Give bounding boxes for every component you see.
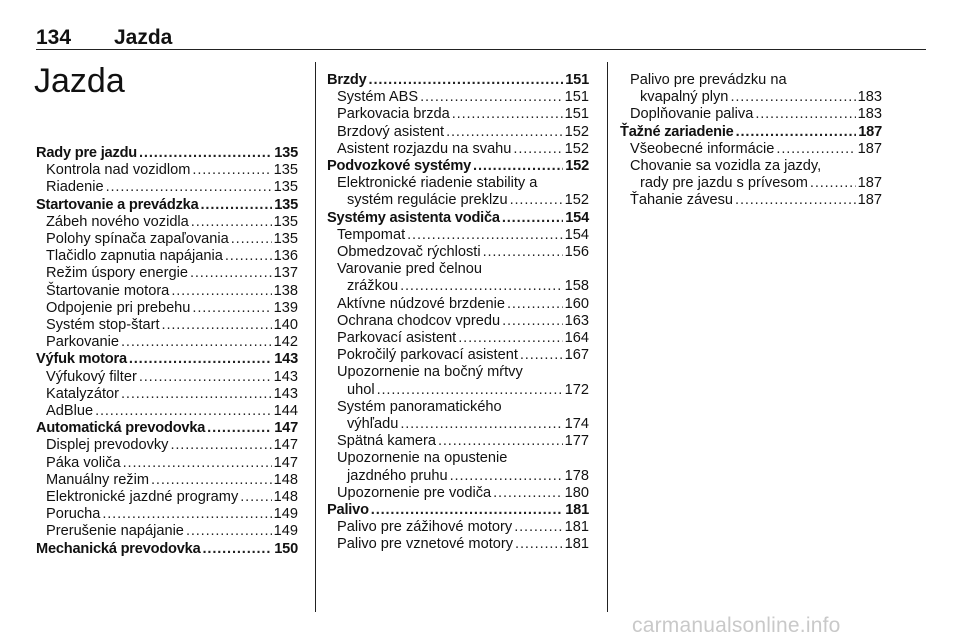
- page-ref: 151: [565, 72, 589, 88]
- entry-title: Polohy spínača zapaľovania: [46, 231, 229, 248]
- dot-leader: [225, 248, 272, 265]
- page-ref: 156: [564, 244, 589, 261]
- dot-leader: [755, 106, 855, 123]
- entry-title: Asistent rozjazdu na svahu: [337, 140, 512, 157]
- toc-entry[interactable]: [36, 248, 298, 265]
- dot-leader: [420, 89, 563, 106]
- entry-title: Ťahanie závesu: [630, 192, 734, 209]
- page-ref: 152: [564, 140, 589, 157]
- toc-entry[interactable]: [327, 296, 589, 313]
- toc-entry[interactable]: [620, 175, 882, 192]
- entry-title: Startovanie a prevádzka: [36, 196, 199, 213]
- watermark: carmanualsonline.info: [632, 614, 841, 637]
- dot-leader: [139, 369, 272, 386]
- entry-title: Elektronické jazdné programy: [46, 489, 239, 506]
- page-ref: 154: [565, 209, 589, 226]
- entry-title-line: Upozornenie na opustenie: [337, 450, 508, 467]
- dot-leader: [369, 72, 564, 89]
- entry-title: Všeobecné informácie: [630, 140, 775, 157]
- dot-leader: [400, 416, 562, 433]
- toc-section-entry[interactable]: [327, 210, 589, 227]
- entry-title: Katalyzátor: [46, 385, 120, 402]
- entry-title: Systém ABS: [337, 89, 419, 106]
- dot-leader: [207, 420, 272, 437]
- entry-title: Upozornenie pre vodiča: [337, 484, 492, 501]
- dot-leader: [139, 145, 272, 162]
- dot-leader: [502, 210, 563, 227]
- page-ref: 136: [273, 248, 298, 265]
- toc-section-entry[interactable]: [327, 158, 589, 175]
- dot-leader: [736, 124, 857, 141]
- toc-entry[interactable]: [327, 485, 589, 502]
- entry-title-line: Palivo pre prevádzku na: [630, 72, 787, 88]
- toc-entry[interactable]: [327, 124, 589, 141]
- toc-entry[interactable]: [36, 283, 298, 300]
- dot-leader: [121, 334, 272, 351]
- page-ref: 187: [858, 123, 882, 140]
- dot-leader: [473, 158, 563, 175]
- page-ref: 143: [273, 368, 298, 385]
- page-ref: 177: [564, 433, 589, 450]
- dot-leader: [493, 485, 563, 502]
- page-ref: 138: [273, 282, 298, 299]
- page-ref: 151: [564, 106, 589, 123]
- entry-title: Odpojenie pri prebehu: [46, 299, 191, 316]
- dot-leader: [513, 141, 562, 158]
- toc-entry[interactable]: [36, 523, 298, 540]
- entry-title: kvapalný plyn: [640, 89, 729, 106]
- toc-entry[interactable]: [327, 347, 589, 364]
- page-ref: 152: [565, 158, 589, 175]
- dot-leader: [446, 124, 563, 141]
- toc-entry[interactable]: [327, 433, 589, 450]
- toc-entry[interactable]: [36, 506, 298, 523]
- entry-title: Brzdy: [327, 72, 367, 88]
- toc-entry[interactable]: [327, 227, 589, 244]
- entry-title: Kontrola nad vozidlom: [46, 162, 191, 179]
- toc-section-entry[interactable]: [327, 72, 589, 89]
- dot-leader: [190, 265, 272, 282]
- toc-entry[interactable]: [36, 455, 298, 472]
- page-ref: 150: [274, 540, 298, 557]
- entry-title: uhol: [347, 381, 375, 398]
- entry-title-line: Chovanie sa vozidla za jazdy,: [630, 158, 822, 175]
- dot-leader: [129, 351, 272, 368]
- entry-title: zrážkou: [347, 278, 399, 295]
- entry-title: Porucha: [46, 506, 101, 523]
- toc-entry[interactable]: [327, 89, 589, 106]
- entry-title: rady pre jazdu s prívesom: [640, 175, 808, 192]
- page-ref: 181: [564, 536, 589, 553]
- toc-entry[interactable]: [36, 472, 298, 489]
- page-ref: 144: [273, 403, 298, 420]
- entry-title: Palivo pre vznetové motory: [337, 536, 514, 553]
- page-ref: 143: [273, 385, 298, 402]
- page-ref: 183: [857, 106, 882, 123]
- dot-leader: [407, 227, 563, 244]
- column-divider: [607, 62, 608, 612]
- page-ref: 149: [273, 523, 298, 540]
- page-ref: 180: [564, 484, 589, 501]
- toc-entry[interactable]: [327, 330, 589, 347]
- entry-title: Riadenie: [46, 179, 104, 196]
- toc-entry[interactable]: [327, 244, 589, 261]
- entry-title: výhľadu: [347, 416, 399, 433]
- page-ref: 181: [565, 502, 589, 519]
- page-ref: 147: [273, 454, 298, 471]
- toc-section-entry[interactable]: [36, 541, 298, 558]
- entry-title: Manuálny režim: [46, 471, 150, 488]
- toc-entry[interactable]: [327, 192, 589, 209]
- dot-leader: [520, 347, 563, 364]
- page-ref: 135: [273, 213, 298, 230]
- page-ref: 135: [274, 196, 298, 213]
- toc-column-1: [36, 145, 298, 558]
- toc-entry[interactable]: [36, 300, 298, 317]
- dot-leader: [121, 386, 272, 403]
- dot-leader: [201, 197, 273, 214]
- entry-title: Systémy asistenta vodiča: [327, 209, 500, 226]
- toc-section-entry[interactable]: [36, 197, 298, 214]
- entry-title: Ťažné zariadenie: [620, 123, 734, 140]
- page-ref: 140: [273, 317, 298, 334]
- entry-title: Palivo: [327, 502, 369, 519]
- toc-entry[interactable]: [36, 334, 298, 351]
- page-ref: 135: [273, 231, 298, 248]
- dot-leader: [123, 455, 272, 472]
- page-ref: 158: [564, 278, 589, 295]
- page-ref: 137: [273, 265, 298, 282]
- toc-entry[interactable]: [327, 382, 589, 399]
- entry-title-line: Upozornenie na bočný mŕtvy: [337, 364, 523, 381]
- entry-title: Ochrana chodcov vpredu: [337, 312, 501, 329]
- toc-entry[interactable]: [620, 141, 882, 158]
- entry-title: Výfukový filter: [46, 368, 137, 385]
- dot-leader: [776, 141, 855, 158]
- dot-leader: [735, 192, 856, 209]
- page-ref: 152: [564, 192, 589, 209]
- entry-title: Spätná kamera: [337, 433, 436, 450]
- dot-leader: [371, 502, 563, 519]
- entry-title: Prerušenie napájanie: [46, 523, 184, 540]
- entry-title: Parkovanie: [46, 334, 120, 351]
- column-divider: [315, 62, 316, 612]
- dot-leader: [400, 278, 563, 295]
- dot-leader: [377, 382, 563, 399]
- entry-title: Parkovacia brzda: [337, 106, 450, 123]
- entry-title: Štartovanie motora: [46, 282, 170, 299]
- entry-title: systém regulácie preklzu: [347, 192, 508, 209]
- page-ref: 160: [564, 295, 589, 312]
- page-ref: 187: [857, 192, 882, 209]
- toc-entry[interactable]: [327, 519, 589, 536]
- dot-leader: [102, 506, 271, 523]
- toc-column-2: [327, 72, 589, 554]
- dot-leader: [438, 433, 563, 450]
- page-ref: 142: [273, 334, 298, 351]
- toc-entry[interactable]: [327, 536, 589, 553]
- entry-title: Pokročilý parkovací asistent: [337, 347, 518, 364]
- dot-leader: [192, 300, 271, 317]
- toc-entry[interactable]: [327, 313, 589, 330]
- entry-title: Páka voliča: [46, 454, 121, 471]
- toc-entry[interactable]: [327, 278, 589, 295]
- entry-title: Mechanická prevodovka: [36, 540, 201, 557]
- toc-entry[interactable]: [327, 416, 589, 433]
- dot-leader: [483, 244, 563, 261]
- entry-title: Aktívne núdzové brzdenie: [337, 295, 505, 312]
- dot-leader: [95, 403, 272, 420]
- entry-title: AdBlue: [46, 403, 94, 420]
- chapter-title: Jazda: [34, 62, 125, 100]
- entry-title: Systém stop-štart: [46, 317, 160, 334]
- dot-leader: [151, 472, 272, 489]
- toc-entry[interactable]: [620, 192, 882, 209]
- toc-section-entry[interactable]: [36, 351, 298, 368]
- page-ref: 139: [273, 299, 298, 316]
- page-ref: 149: [273, 506, 298, 523]
- entry-title: Tempomat: [337, 226, 406, 243]
- dot-leader: [458, 330, 562, 347]
- dot-leader: [510, 192, 563, 209]
- toc-entry[interactable]: [327, 106, 589, 123]
- page-ref: 163: [564, 312, 589, 329]
- dot-leader: [106, 179, 272, 196]
- page-ref: 152: [564, 123, 589, 140]
- page-ref: 135: [274, 145, 298, 161]
- entry-title: jazdného pruhu: [347, 467, 448, 484]
- dot-leader: [170, 437, 271, 454]
- page-ref: 174: [564, 416, 589, 433]
- toc-entry[interactable]: [620, 89, 882, 106]
- toc-entry[interactable]: [36, 386, 298, 403]
- dot-leader: [240, 489, 271, 506]
- dot-leader: [162, 317, 272, 334]
- page-ref: 148: [273, 471, 298, 488]
- running-title: Jazda: [114, 26, 173, 49]
- page-ref: 172: [564, 381, 589, 398]
- toc-entry[interactable]: [36, 179, 298, 196]
- page-header: [36, 24, 926, 52]
- page-ref: 167: [564, 347, 589, 364]
- entry-title: Výfuk motora: [36, 351, 127, 368]
- page-ref: 183: [857, 89, 882, 106]
- toc-entry[interactable]: [36, 369, 298, 386]
- toc-entry[interactable]: [36, 489, 298, 506]
- entry-title: Režim úspory energie: [46, 265, 188, 282]
- page-ref: 147: [273, 437, 298, 454]
- toc-entry[interactable]: [327, 141, 589, 158]
- dot-leader: [171, 283, 271, 300]
- dot-leader: [231, 231, 272, 248]
- dot-leader: [452, 106, 563, 123]
- dot-leader: [502, 313, 563, 330]
- entry-title: Automatická prevodovka: [36, 420, 206, 437]
- toc-column-3: [620, 72, 882, 210]
- toc-entry[interactable]: [36, 403, 298, 420]
- page-number: 134: [36, 26, 72, 49]
- toc-section-entry[interactable]: [327, 502, 589, 519]
- dot-leader: [203, 541, 273, 558]
- entry-title: Displej prevodovky: [46, 437, 169, 454]
- page-ref: 143: [274, 351, 298, 368]
- page-ref: 187: [857, 175, 882, 192]
- entry-title: Tlačidlo zapnutia napájania: [46, 248, 223, 265]
- toc-section-entry[interactable]: [36, 420, 298, 437]
- entry-title-line: Systém panoramatického: [337, 398, 502, 415]
- dot-leader: [810, 175, 856, 192]
- dot-leader: [192, 162, 271, 179]
- toc-entry[interactable]: [36, 214, 298, 231]
- page-ref: 154: [564, 226, 589, 243]
- toc-entry[interactable]: [36, 265, 298, 282]
- entry-title-line: Elektronické riadenie stability a: [337, 175, 538, 192]
- entry-title: Palivo pre zážihové motory: [337, 519, 513, 536]
- toc-entry[interactable]: [327, 468, 589, 485]
- toc-entry[interactable]: [36, 162, 298, 179]
- page-ref: 181: [564, 519, 589, 536]
- dot-leader: [507, 296, 563, 313]
- toc-section-entry[interactable]: [36, 145, 298, 162]
- entry-title-line: Varovanie pred čelnou: [337, 261, 482, 278]
- page-ref: 135: [273, 162, 298, 179]
- page-ref: 148: [273, 489, 298, 506]
- dot-leader: [186, 523, 272, 540]
- page-ref: 178: [564, 467, 589, 484]
- toc-entry[interactable]: [36, 231, 298, 248]
- dot-leader: [191, 214, 272, 231]
- entry-title: Brzdový asistent: [337, 123, 445, 140]
- dot-leader: [515, 536, 563, 553]
- dot-leader: [450, 468, 563, 485]
- entry-title: Podvozkové systémy: [327, 158, 472, 175]
- page-ref: 135: [273, 179, 298, 196]
- page-ref: 164: [564, 330, 589, 347]
- toc-entry[interactable]: [620, 106, 882, 123]
- entry-title: Doplňovanie paliva: [630, 106, 754, 123]
- dot-leader: [730, 89, 855, 106]
- dot-leader: [514, 519, 562, 536]
- entry-title: Rady pre jazdu: [36, 145, 138, 161]
- toc-section-entry[interactable]: [620, 124, 882, 141]
- page-ref: 151: [564, 89, 589, 106]
- page-ref: 147: [274, 420, 298, 437]
- toc-entry[interactable]: [36, 317, 298, 334]
- entry-title: Obmedzovač rýchlosti: [337, 244, 481, 261]
- entry-title: Parkovací asistent: [337, 330, 457, 347]
- entry-title: Zábeh nového vozidla: [46, 213, 189, 230]
- page-ref: 187: [857, 140, 882, 157]
- header-rule: [36, 49, 926, 50]
- toc-entry[interactable]: [36, 437, 298, 454]
